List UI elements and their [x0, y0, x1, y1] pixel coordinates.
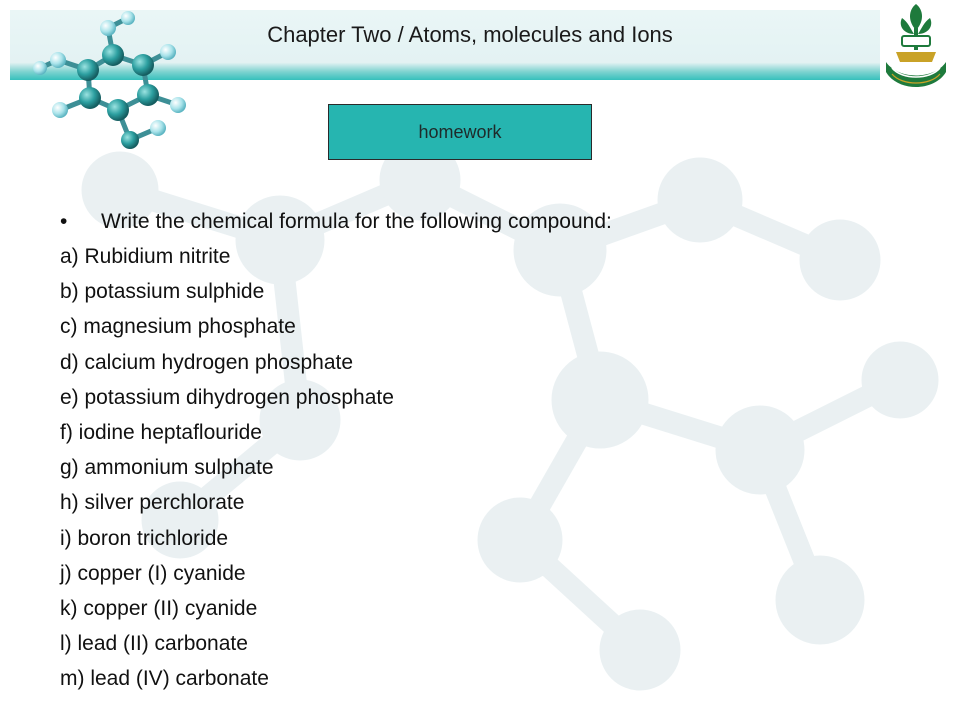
list-item: m) lead (IV) carbonate [60, 667, 269, 691]
list-item: e) potassium dihydrogen phosphate [60, 385, 394, 409]
slide-content [60, 205, 920, 697]
university-crest-logo [878, 0, 954, 98]
list-item: g) ammonium sulphate [60, 456, 274, 480]
list-item: i) boron trichloride [60, 526, 229, 550]
list-item: j) copper (I) cyanide [60, 561, 246, 585]
list-item: a) Rubidium nitrite [60, 245, 231, 268]
list-item: h) silver perchlorate [60, 491, 245, 515]
molecule-model-icon [18, 10, 198, 160]
list-item: l) lead (II) carbonate [60, 632, 248, 656]
homework-label-box [328, 104, 592, 160]
page-title: Chapter Two / Atoms, molecules and Ions [267, 22, 673, 47]
homework-label: homework [418, 121, 502, 142]
list-item: k) copper (II) cyanide [60, 597, 258, 621]
question-bullet [60, 205, 920, 239]
list-item: d) calcium hydrogen phosphate [60, 350, 354, 374]
question-text: Write the chemical formula for the following compound: [101, 210, 612, 233]
list-item: f) iodine heptaflouride [60, 421, 262, 445]
list-item: b) potassium sulphide [60, 280, 265, 304]
compound-list [60, 239, 920, 697]
list-item: c) magnesium phosphate [60, 315, 296, 339]
bullet-icon: • [60, 210, 68, 233]
